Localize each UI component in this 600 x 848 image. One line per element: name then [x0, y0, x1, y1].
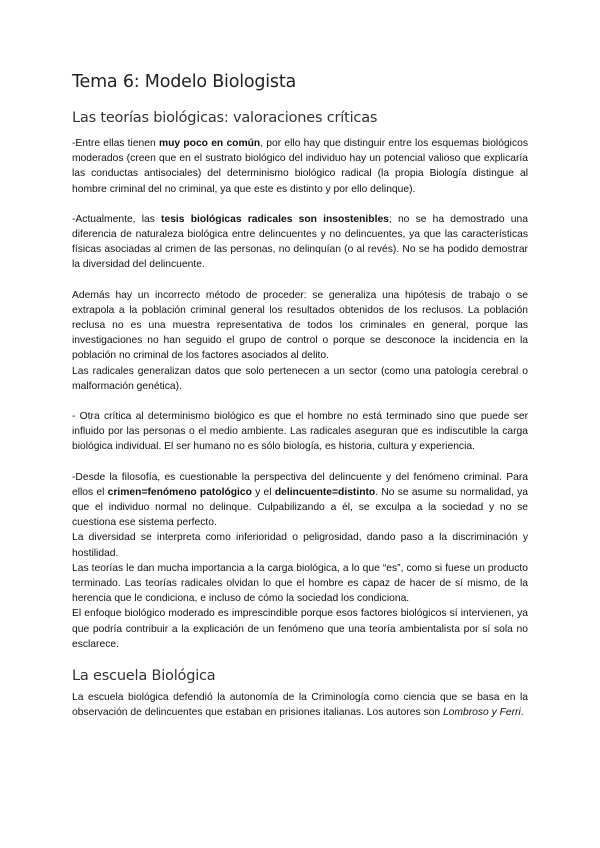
bold-phrase: tesis biológicas radicales son insostenibles [161, 213, 389, 225]
paragraph-little-in-common: -Entre ellas tienen muy poco en común, por ello hay que distinguir entre los esquemas biológicos moderados (creen que en el sustrato biológico del individuo hay un potencial valioso que explicaría las conductas antisociales) del determinismo biológico radical (la propia Biología distingue al hombre criminal del no criminal, ya que este es distinto y por ello delinque). [72, 138, 528, 195]
paragraph-philosophy: -Desde la filosofía, es cuestionable la perspectiva del delincuente y del fenómeno criminal. Para ellos el crimen=fenómeno patológico y el delincuente=distinto. No se asume su normalidad, ya que el individuo normal no delinque. Culpabilizando a él, se exculpa a la sociedad y no se cuestiona ese sistema perfecto. [72, 471, 528, 529]
paragraph-radical-generalize: Las radicales generalizan datos que solo pertenecen a un sector (como una patología cerebral o malformación genética). [72, 365, 528, 392]
paragraph-radical-theses: -Actualmente, las tesis biológicas radicales son insostenibles; no se ha demostrado una diferencia de naturaleza biológica entre delincuentes y no delincuentes, ya que las características físicas asociadas al crimen de las personas, no delinquían (o al revés). No se ha podido demostrar la diversidad del delincuente. [72, 213, 528, 271]
paragraph-diversity: La diversidad se interpreta como inferioridad o peligrosidad, dando paso a la discriminación y hostilidad. [72, 532, 528, 559]
bold-phrase: delincuente=distinto [274, 486, 376, 498]
bold-phrase: crimen=fenómeno patológico [107, 486, 252, 498]
section-heading-critical-assessments: Las teorías biológicas: valoraciones críticas [72, 110, 378, 126]
authors-italic: Lombroso y Ferri [442, 707, 521, 719]
document-title: Tema 6: Modelo Biologista [72, 72, 297, 92]
bold-phrase: muy poco en común [158, 138, 261, 149]
section-heading-biological-school: La escuela Biológica [72, 668, 216, 685]
paragraph-incorrect-method: Además hay un incorrecto método de proceder: se generaliza una hipótesis de trabajo o se extrapola a la población criminal general los resultados obtenidos de los reclusos. La población reclusa no es una muestra representativa de todos los criminales en general, porque las investigaciones no han seguido el grupo de control o porque se desconoce la incidencia en la población no criminal de los factores asociados al delito. [72, 289, 528, 362]
paragraph-biological-load: Las teorías le dan mucha importancia a la carga biológica, a lo que “es”, como si fuese un producto terminado. Las teorías radicales olvidan lo que el hombre es capaz de hacer de sí mismo, de la herencia que le condiciona, e incluso de cómo la sociedad los condiciona. [72, 562, 528, 605]
paragraph-another-critique: - Otra crítica al determinismo biológico es que el hombre no está terminado sino que puede ser influido por las personas o el medio ambiente. Las radicales aseguran que es indiscutible la carga biológica individual. El ser humano no es sólo biología, es historia, cultura y experiencia. [72, 411, 528, 453]
paragraph-biological-school: La escuela biológica defendió la autonomía de la Criminología como ciencia que se basa en la observación de delincuentes que estaban en prisiones italianas. Los autores son Lombroso y Ferri. [72, 692, 528, 719]
paragraph-moderate-approach: El enfoque biológico moderado es imprescindible porque esos factores biológicos sí intervienen, ya que podría contribuir a la explicación de un fenómeno que una teoría ambientalista por sí sola no esclarece. [72, 608, 528, 650]
